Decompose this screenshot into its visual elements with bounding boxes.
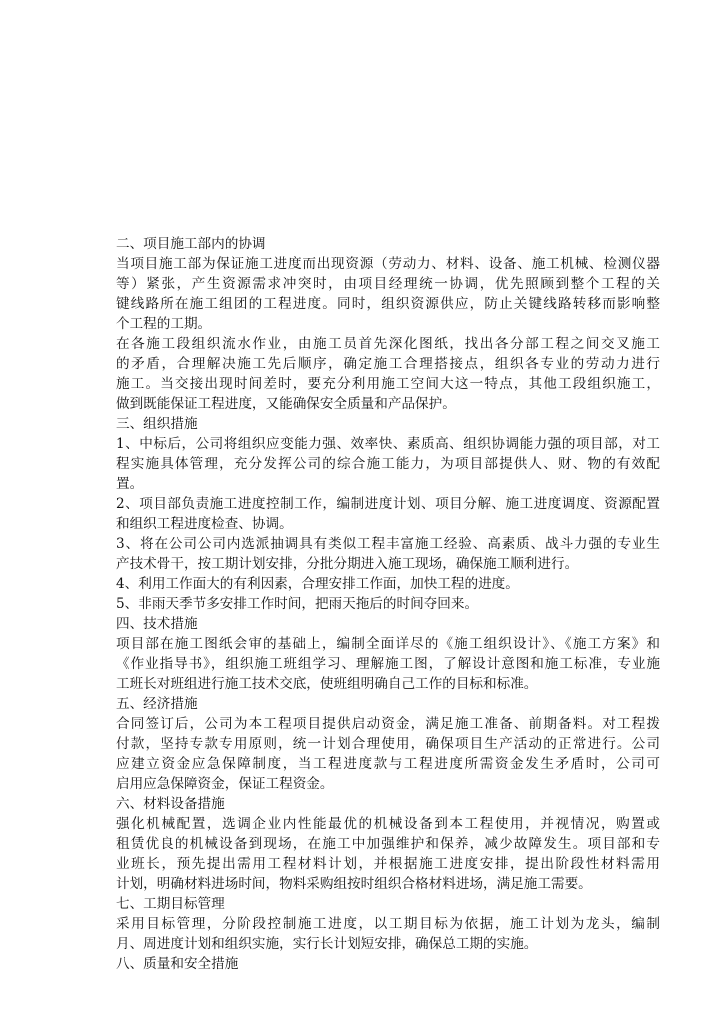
section-heading: 四、技术措施	[116, 616, 198, 632]
paragraph-line: 程实施具体管理，充分发挥公司的综合施工能力，为项目部提供人、财、物的有效配	[116, 456, 660, 472]
paragraph-line: 租赁优良的机械设备到现场，在施工中加强维护和保养，减少故障发生。项目部和专	[116, 836, 660, 852]
paragraph-line: 的矛盾，合理解决施工先后顺序，确定施工合理搭接点，组织各专业的劳动力进行	[116, 356, 660, 372]
paragraph-line: 个工程的工期。	[116, 316, 212, 332]
paragraph-line: 5、非雨天季节多安排工作时间，把雨天拖后的时间夺回来。	[116, 596, 479, 612]
paragraph-line: 应建立资金应急保障制度，当工程进度款与工程进度所需资金发生矛盾时，公司可	[116, 756, 660, 772]
paragraph-line: 等）紧张，产生资源需求冲突时，由项目经理统一协调，优先照顾到整个工程的关	[116, 276, 660, 292]
paragraph-line: 做到既能保证工程进度，又能确保安全质量和产品保护。	[116, 396, 456, 412]
paragraph-line: 采用目标管理，分阶段控制施工进度，以工期目标为依据，施工计划为龙头，编制	[116, 916, 660, 932]
paragraph-line: 和组织工程进度检查、协调。	[116, 516, 293, 532]
paragraph-line: 业班长，预先提出需用工程材料计划，并根据施工进度安排，提出阶段性材料需用	[116, 856, 660, 872]
paragraph-line: 施工。当交接出现时间差时，要充分利用施工空间大这一特点，其他工段组织施工，	[116, 376, 660, 392]
paragraph-line: 1、中标后，公司将组织应变能力强、效率快、素质高、组织协调能力强的项目部，对工	[116, 436, 660, 452]
paragraph-line: 当项目施工部为保证施工进度而出现资源（劳动力、材料、设备、施工机械、检测仪器	[116, 256, 660, 272]
section-heading: 三、组织措施	[116, 416, 198, 432]
paragraph-line: 4、利用工作面大的有利因素，合理安排工作面，加快工程的进度。	[116, 576, 519, 592]
paragraph-line: 工班长对班组进行施工技术交底，使班组明确自己工作的目标和标准。	[116, 676, 538, 692]
paragraph-line: 计划，明确材料进场时间，物料采购组按时组织合格材料进场，满足施工需要。	[116, 876, 592, 892]
paragraph-line: 在各施工段组织流水作业，由施工员首先深化图纸，找出各分部工程之间交叉施工	[116, 336, 660, 352]
paragraph-line: 《作业指导书》，组织施工班组学习、理解施工图，了解设计意图和施工标准，专业施	[116, 656, 660, 672]
paragraph-line: 置。	[116, 476, 144, 492]
section-heading: 五、经济措施	[116, 696, 198, 712]
section-heading: 七、工期目标管理	[116, 896, 225, 912]
paragraph-line: 3、将在公司公司内选派抽调具有类似工程丰富施工经验、高素质、战斗力强的专业生	[116, 536, 660, 552]
paragraph-line: 付款，坚持专款专用原则，统一计划合理使用，确保项目生产活动的正常进行。公司	[116, 736, 660, 752]
paragraph-line: 月、周进度计划和组织实施，实行长计划短安排，确保总工期的实施。	[116, 936, 538, 952]
section-heading: 六、材料设备措施	[116, 796, 225, 812]
paragraph-line: 2、项目部负责施工进度控制工作，编制进度计划、项目分解、施工进度调度、资源配置	[116, 496, 660, 512]
paragraph-line: 产技术骨干，按工期计划安排，分批分期进入施工现场，确保施工顺利进行。	[116, 556, 579, 572]
section-heading: 八、质量和安全措施	[116, 956, 239, 972]
paragraph-line: 合同签订后，公司为本工程项目提供启动资金，满足施工准备、前期备料。对工程拨	[116, 716, 660, 732]
document-body	[116, 234, 660, 974]
paragraph-line: 项目部在施工图纸会审的基础上，编制全面详尽的《施工组织设计》、《施工方案》和	[116, 636, 660, 652]
paragraph-line: 强化机械配置，选调企业内性能最优的机械设备到本工程使用，并视情况，购置或	[116, 816, 660, 832]
paragraph-line: 键线路所在施工组团的工程进度。同时，组织资源供应，防止关键线路转移而影响整	[116, 296, 660, 312]
section-heading: 二、项目施工部内的协调	[116, 236, 266, 252]
paragraph-line: 启用应急保障资金，保证工程资金。	[116, 776, 334, 792]
